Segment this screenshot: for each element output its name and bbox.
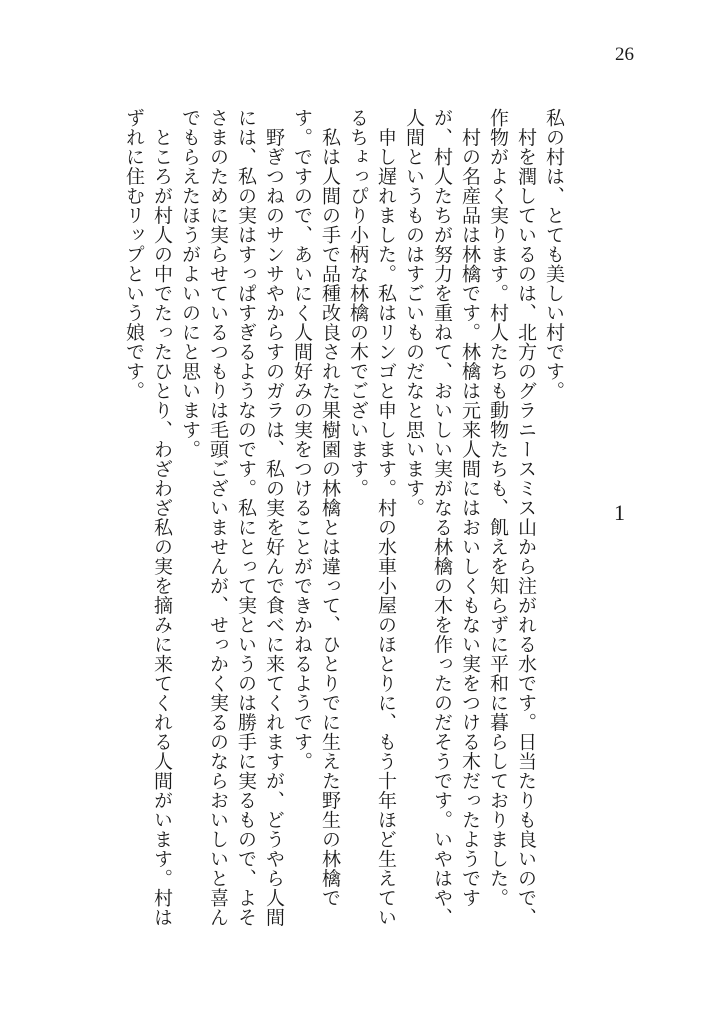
paragraph: 村の名産品は林檎です。林檎は元来人間にはおいしくもない実をつける木だったようですが、村人たちが努力を重ねて、おいしい実がなる林檎の木を作ったのだそうです。いやはや、人間というものはすごいものだなと思います。 [403, 108, 481, 927]
page-number: 26 [615, 44, 634, 65]
paragraph: 私は人間の手で品種改良された果樹園の林檎とは違って、ひとりでに生えた野生の林檎です。ですので、あいにく人間好みの実をつけることができかねるようです。 [291, 108, 341, 908]
chapter-number: 1 [614, 500, 625, 525]
paragraph: 申し遅れました。私はリンゴと申します。村の水車小屋のほとりに、もう十年ほど生えているちょっぴり小柄な林檎の木でございます。 [347, 108, 397, 927]
paragraph: 村を潤しているのは、北方のグラニースミス山から注がれる水です。日当たりも良いので、作物がよく実ります。村人たちも動物たちも、飢えを知らずに平和に暮らしておりました。 [487, 108, 537, 927]
vertical-body-text [123, 108, 568, 944]
paragraph: 私の村は、とても美しい村です。 [543, 108, 565, 401]
paragraph: 野ぎつねのサンサやからすのガラは、私の実を好んで食べに来てくれますが、どうやら人間には、私の実はすっぱすぎるようなのです。私にとって実というのは勝手に実るもので、よそさまのために実らせているつもりは毛頭ございませんが、せっかく実るのならおいしいと喜んでもらえたほうがよいのにと思います。 [179, 108, 285, 927]
paragraph: ところが村人の中でたったひとり、わざわざ私の実を摘みに来てくれる人間がいます。村はずれに住むリップという娘です。 [123, 108, 173, 927]
